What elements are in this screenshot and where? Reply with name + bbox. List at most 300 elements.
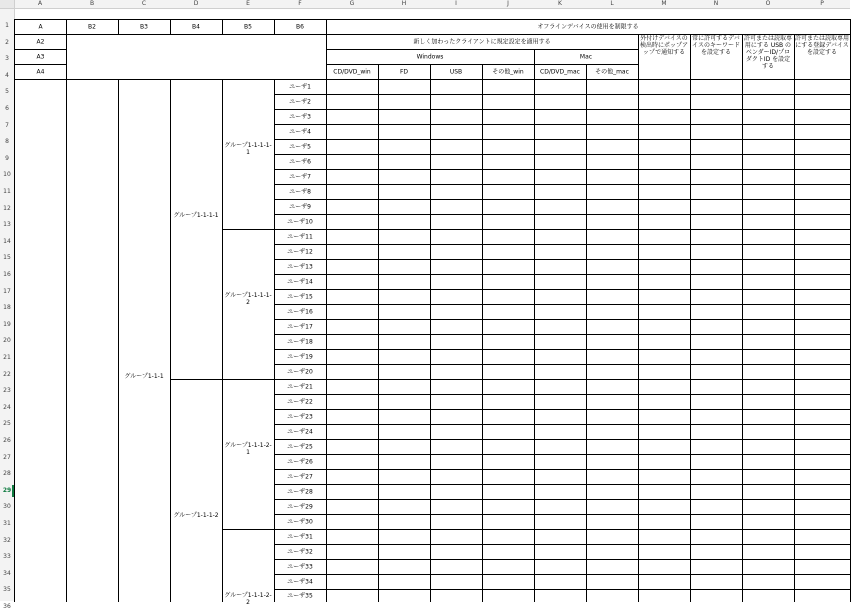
data-cell[interactable] [638, 154, 691, 170]
data-cell[interactable] [326, 274, 379, 290]
row-header-6[interactable]: 6 [5, 105, 9, 112]
data-cell[interactable] [794, 484, 851, 500]
data-cell[interactable] [534, 244, 587, 260]
data-cell[interactable] [638, 79, 691, 95]
user-cell-1[interactable] [274, 79, 327, 95]
data-cell[interactable] [586, 544, 639, 560]
data-cell[interactable] [378, 109, 431, 125]
data-cell[interactable] [378, 124, 431, 140]
user-cell-11[interactable] [274, 229, 327, 245]
data-cell[interactable] [482, 409, 535, 425]
data-cell[interactable] [482, 94, 535, 110]
data-cell[interactable] [482, 424, 535, 440]
data-cell[interactable] [326, 109, 379, 125]
data-cell[interactable] [482, 79, 535, 95]
data-cell[interactable] [482, 364, 535, 380]
data-cell[interactable] [534, 409, 587, 425]
column-header-a[interactable]: A [37, 0, 43, 7]
data-cell[interactable] [326, 424, 379, 440]
data-cell[interactable] [326, 469, 379, 485]
data-cell[interactable] [794, 169, 851, 185]
user-cell-26[interactable] [274, 454, 327, 470]
row-header-18[interactable]: 18 [3, 304, 11, 312]
data-cell[interactable] [482, 454, 535, 470]
data-cell[interactable] [378, 154, 431, 170]
data-cell[interactable] [586, 319, 639, 335]
data-cell[interactable] [482, 529, 535, 545]
data-cell[interactable] [742, 79, 795, 95]
data-cell[interactable] [482, 544, 535, 560]
data-cell[interactable] [742, 244, 795, 260]
row-header-22[interactable]: 22 [3, 370, 11, 378]
data-cell[interactable] [430, 589, 483, 602]
data-cell[interactable] [430, 109, 483, 125]
data-cell[interactable] [742, 514, 795, 530]
data-cell[interactable] [534, 199, 587, 215]
data-cell[interactable] [638, 169, 691, 185]
column-b-merged[interactable] [66, 79, 119, 602]
data-cell[interactable] [586, 79, 639, 95]
data-cell[interactable] [742, 499, 795, 515]
data-cell[interactable] [482, 439, 535, 455]
column-header-o[interactable]: O [765, 0, 771, 7]
data-cell[interactable] [326, 124, 379, 140]
data-cell[interactable] [534, 454, 587, 470]
data-cell[interactable] [378, 394, 431, 410]
data-cell[interactable] [430, 94, 483, 110]
data-cell[interactable] [794, 289, 851, 305]
data-cell[interactable] [534, 514, 587, 530]
data-cell[interactable] [378, 379, 431, 395]
data-cell[interactable] [794, 469, 851, 485]
row-header-34[interactable]: 34 [3, 569, 11, 577]
data-cell[interactable] [430, 274, 483, 290]
data-cell[interactable] [430, 169, 483, 185]
user-cell-8[interactable] [274, 184, 327, 200]
data-cell[interactable] [586, 529, 639, 545]
data-cell[interactable] [586, 589, 639, 602]
device-col-4[interactable] [482, 64, 535, 80]
data-cell[interactable] [378, 559, 431, 575]
data-cell[interactable] [378, 229, 431, 245]
data-cell[interactable] [534, 79, 587, 95]
data-cell[interactable] [378, 514, 431, 530]
data-cell[interactable] [326, 364, 379, 380]
row-header-26[interactable]: 26 [3, 437, 11, 444]
data-cell[interactable] [482, 214, 535, 230]
data-cell[interactable] [326, 184, 379, 200]
data-cell[interactable] [378, 244, 431, 260]
data-cell[interactable] [742, 199, 795, 215]
data-cell[interactable] [326, 484, 379, 500]
data-cell[interactable] [794, 334, 851, 350]
group-level5-cell-2[interactable] [222, 229, 275, 380]
data-cell[interactable] [690, 154, 743, 170]
data-cell[interactable] [638, 214, 691, 230]
row-header-9[interactable]: 9 [5, 154, 9, 162]
data-cell[interactable] [482, 289, 535, 305]
user-cell-35[interactable] [274, 589, 327, 602]
column-header-j[interactable]: J [507, 0, 509, 7]
data-cell[interactable] [534, 169, 587, 185]
data-cell[interactable] [794, 199, 851, 215]
data-cell[interactable] [742, 334, 795, 350]
row-header-4[interactable]: 4 [5, 71, 9, 79]
user-cell-17[interactable] [274, 319, 327, 335]
data-cell[interactable] [690, 499, 743, 515]
header-offline-devices[interactable] [326, 19, 851, 35]
data-cell[interactable] [430, 199, 483, 215]
data-cell[interactable] [690, 109, 743, 125]
data-cell[interactable] [586, 454, 639, 470]
data-cell[interactable] [794, 79, 851, 95]
header-cell-e[interactable] [222, 19, 275, 35]
user-cell-27[interactable] [274, 469, 327, 485]
data-cell[interactable] [638, 589, 691, 602]
data-cell[interactable] [534, 124, 587, 140]
user-cell-4[interactable] [274, 124, 327, 140]
row-header-28[interactable]: 28 [3, 470, 11, 478]
data-cell[interactable] [742, 304, 795, 320]
data-cell[interactable] [638, 304, 691, 320]
data-cell[interactable] [586, 499, 639, 515]
data-cell[interactable] [430, 529, 483, 545]
data-cell[interactable] [794, 424, 851, 440]
data-cell[interactable] [586, 514, 639, 530]
data-cell[interactable] [742, 544, 795, 560]
data-cell[interactable] [586, 349, 639, 365]
data-cell[interactable] [534, 184, 587, 200]
data-cell[interactable] [742, 439, 795, 455]
data-cell[interactable] [326, 334, 379, 350]
data-cell[interactable] [326, 574, 379, 590]
data-cell[interactable] [586, 94, 639, 110]
data-cell[interactable] [534, 499, 587, 515]
header-p[interactable] [794, 34, 851, 80]
data-cell[interactable] [638, 334, 691, 350]
data-cell[interactable] [326, 259, 379, 275]
data-cell[interactable] [482, 274, 535, 290]
data-cell[interactable] [378, 79, 431, 95]
data-cell[interactable] [638, 259, 691, 275]
device-col-2[interactable] [378, 64, 431, 80]
data-cell[interactable] [794, 139, 851, 155]
data-cell[interactable] [742, 94, 795, 110]
data-cell[interactable] [742, 154, 795, 170]
column-header-l[interactable]: L [610, 0, 614, 7]
data-cell[interactable] [638, 499, 691, 515]
data-cell[interactable] [378, 334, 431, 350]
data-cell[interactable] [690, 334, 743, 350]
data-cell[interactable] [430, 79, 483, 95]
user-cell-7[interactable] [274, 169, 327, 185]
data-cell[interactable] [794, 379, 851, 395]
data-cell[interactable] [378, 139, 431, 155]
data-cell[interactable] [638, 574, 691, 590]
data-cell[interactable] [534, 214, 587, 230]
data-cell[interactable] [586, 304, 639, 320]
row-header-16[interactable]: 16 [3, 271, 11, 278]
data-cell[interactable] [586, 154, 639, 170]
data-cell[interactable] [326, 154, 379, 170]
data-cell[interactable] [638, 529, 691, 545]
data-cell[interactable] [378, 319, 431, 335]
data-cell[interactable] [586, 409, 639, 425]
section-new-client[interactable] [326, 34, 639, 50]
data-cell[interactable] [430, 544, 483, 560]
data-cell[interactable] [586, 214, 639, 230]
cell-a4[interactable] [14, 64, 67, 80]
user-cell-20[interactable] [274, 364, 327, 380]
data-cell[interactable] [378, 574, 431, 590]
data-cell[interactable] [326, 559, 379, 575]
data-cell[interactable] [690, 424, 743, 440]
data-cell[interactable] [378, 199, 431, 215]
data-cell[interactable] [586, 274, 639, 290]
data-cell[interactable] [586, 244, 639, 260]
data-cell[interactable] [586, 424, 639, 440]
data-cell[interactable] [534, 394, 587, 410]
data-cell[interactable] [794, 409, 851, 425]
data-cell[interactable] [794, 589, 851, 602]
data-cell[interactable] [534, 469, 587, 485]
data-cell[interactable] [482, 469, 535, 485]
data-cell[interactable] [534, 229, 587, 245]
row-header-2[interactable]: 2 [5, 38, 9, 46]
data-cell[interactable] [482, 109, 535, 125]
data-cell[interactable] [326, 514, 379, 530]
data-cell[interactable] [794, 319, 851, 335]
data-cell[interactable] [430, 214, 483, 230]
row-header-12[interactable]: 12 [3, 204, 11, 212]
data-cell[interactable] [482, 229, 535, 245]
data-cell[interactable] [430, 409, 483, 425]
data-cell[interactable] [534, 109, 587, 125]
data-cell[interactable] [534, 484, 587, 500]
user-cell-13[interactable] [274, 259, 327, 275]
data-cell[interactable] [742, 319, 795, 335]
data-cell[interactable] [638, 469, 691, 485]
data-cell[interactable] [638, 199, 691, 215]
row-header-3[interactable]: 3 [5, 55, 9, 63]
row-header-24[interactable]: 24 [3, 403, 11, 411]
data-cell[interactable] [482, 394, 535, 410]
data-cell[interactable] [482, 379, 535, 395]
data-cell[interactable] [586, 394, 639, 410]
data-cell[interactable] [794, 109, 851, 125]
data-cell[interactable] [378, 259, 431, 275]
data-cell[interactable] [534, 259, 587, 275]
data-cell[interactable] [482, 244, 535, 260]
data-cell[interactable] [794, 499, 851, 515]
group-level4-cell-1[interactable] [170, 79, 223, 380]
data-cell[interactable] [690, 454, 743, 470]
data-cell[interactable] [430, 304, 483, 320]
data-cell[interactable] [690, 574, 743, 590]
column-header-g[interactable]: G [349, 0, 355, 7]
data-cell[interactable] [534, 319, 587, 335]
data-cell[interactable] [638, 439, 691, 455]
data-cell[interactable] [378, 274, 431, 290]
data-cell[interactable] [482, 304, 535, 320]
data-cell[interactable] [742, 574, 795, 590]
data-cell[interactable] [430, 319, 483, 335]
column-header-e[interactable]: E [246, 0, 250, 7]
data-cell[interactable] [638, 394, 691, 410]
data-cell[interactable] [482, 319, 535, 335]
column-header-m[interactable]: M [661, 0, 667, 7]
data-cell[interactable] [534, 424, 587, 440]
user-cell-3[interactable] [274, 109, 327, 125]
data-cell[interactable] [638, 349, 691, 365]
data-cell[interactable] [690, 319, 743, 335]
data-cell[interactable] [794, 304, 851, 320]
data-cell[interactable] [690, 244, 743, 260]
data-cell[interactable] [378, 424, 431, 440]
data-cell[interactable] [742, 424, 795, 440]
data-cell[interactable] [378, 544, 431, 560]
data-cell[interactable] [638, 109, 691, 125]
data-cell[interactable] [326, 349, 379, 365]
data-cell[interactable] [482, 499, 535, 515]
header-m[interactable] [638, 34, 691, 80]
row-header-10[interactable]: 10 [3, 171, 11, 179]
data-cell[interactable] [794, 574, 851, 590]
row-header-13[interactable]: 13 [3, 221, 11, 229]
data-cell[interactable] [326, 229, 379, 245]
data-cell[interactable] [482, 349, 535, 365]
data-cell[interactable] [638, 319, 691, 335]
data-cell[interactable] [742, 289, 795, 305]
data-cell[interactable] [534, 139, 587, 155]
data-cell[interactable] [638, 544, 691, 560]
data-cell[interactable] [690, 484, 743, 500]
data-cell[interactable] [430, 514, 483, 530]
row-header-11[interactable]: 11 [3, 188, 11, 195]
data-cell[interactable] [638, 184, 691, 200]
row-header-33[interactable]: 33 [3, 553, 11, 561]
data-cell[interactable] [534, 349, 587, 365]
user-cell-15[interactable] [274, 289, 327, 305]
data-cell[interactable] [794, 544, 851, 560]
column-header-n[interactable]: N [713, 0, 719, 7]
data-cell[interactable] [586, 289, 639, 305]
row-header-35[interactable]: 35 [3, 586, 11, 594]
data-cell[interactable] [638, 559, 691, 575]
data-cell[interactable] [482, 124, 535, 140]
user-cell-25[interactable] [274, 439, 327, 455]
data-cell[interactable] [794, 394, 851, 410]
data-cell[interactable] [482, 589, 535, 602]
data-cell[interactable] [794, 349, 851, 365]
data-cell[interactable] [586, 109, 639, 125]
data-cell[interactable] [378, 169, 431, 185]
data-cell[interactable] [742, 214, 795, 230]
data-cell[interactable] [326, 169, 379, 185]
data-cell[interactable] [534, 94, 587, 110]
row-header-8[interactable]: 8 [5, 138, 9, 146]
data-cell[interactable] [690, 544, 743, 560]
data-cell[interactable] [586, 484, 639, 500]
data-cell[interactable] [742, 454, 795, 470]
row-header-31[interactable]: 31 [3, 520, 11, 527]
data-cell[interactable] [430, 124, 483, 140]
header-cell-a[interactable] [14, 19, 67, 35]
data-cell[interactable] [742, 124, 795, 140]
data-cell[interactable] [690, 169, 743, 185]
cell-a2[interactable] [14, 34, 67, 50]
data-cell[interactable] [326, 499, 379, 515]
data-cell[interactable] [794, 154, 851, 170]
data-cell[interactable] [534, 289, 587, 305]
row-header-1[interactable]: 1 [5, 22, 9, 29]
data-cell[interactable] [326, 319, 379, 335]
data-cell[interactable] [482, 559, 535, 575]
data-cell[interactable] [430, 469, 483, 485]
data-cell[interactable] [326, 409, 379, 425]
data-cell[interactable] [690, 469, 743, 485]
data-cell[interactable] [378, 454, 431, 470]
header-cell-c[interactable] [118, 19, 171, 35]
data-cell[interactable] [378, 484, 431, 500]
data-cell[interactable] [482, 169, 535, 185]
user-cell-9[interactable] [274, 199, 327, 215]
user-cell-5[interactable] [274, 139, 327, 155]
row-header-14[interactable]: 14 [3, 237, 11, 245]
data-cell[interactable] [430, 394, 483, 410]
data-cell[interactable] [534, 304, 587, 320]
data-cell[interactable] [638, 274, 691, 290]
data-cell[interactable] [586, 364, 639, 380]
data-cell[interactable] [690, 304, 743, 320]
data-cell[interactable] [794, 94, 851, 110]
row-header-21[interactable]: 21 [3, 354, 11, 361]
row-header-23[interactable]: 23 [3, 387, 11, 395]
data-cell[interactable] [534, 364, 587, 380]
data-cell[interactable] [586, 229, 639, 245]
user-cell-12[interactable] [274, 244, 327, 260]
user-cell-31[interactable] [274, 529, 327, 545]
user-cell-24[interactable] [274, 424, 327, 440]
data-cell[interactable] [690, 559, 743, 575]
device-col-5[interactable] [534, 64, 587, 80]
data-cell[interactable] [482, 199, 535, 215]
data-cell[interactable] [430, 439, 483, 455]
data-cell[interactable] [638, 379, 691, 395]
data-cell[interactable] [430, 229, 483, 245]
data-cell[interactable] [378, 349, 431, 365]
data-cell[interactable] [638, 124, 691, 140]
data-cell[interactable] [430, 349, 483, 365]
user-cell-30[interactable] [274, 514, 327, 530]
data-cell[interactable] [690, 274, 743, 290]
data-cell[interactable] [482, 334, 535, 350]
column-header-d[interactable]: D [193, 0, 199, 7]
data-cell[interactable] [482, 259, 535, 275]
data-cell[interactable] [586, 139, 639, 155]
data-cell[interactable] [742, 349, 795, 365]
data-cell[interactable] [534, 274, 587, 290]
data-cell[interactable] [326, 439, 379, 455]
data-cell[interactable] [794, 274, 851, 290]
merged-blank-b2-f4[interactable] [66, 34, 327, 80]
data-cell[interactable] [690, 349, 743, 365]
user-cell-10[interactable] [274, 214, 327, 230]
data-cell[interactable] [690, 394, 743, 410]
column-header-k[interactable]: K [558, 0, 562, 7]
data-cell[interactable] [534, 439, 587, 455]
data-cell[interactable] [690, 409, 743, 425]
